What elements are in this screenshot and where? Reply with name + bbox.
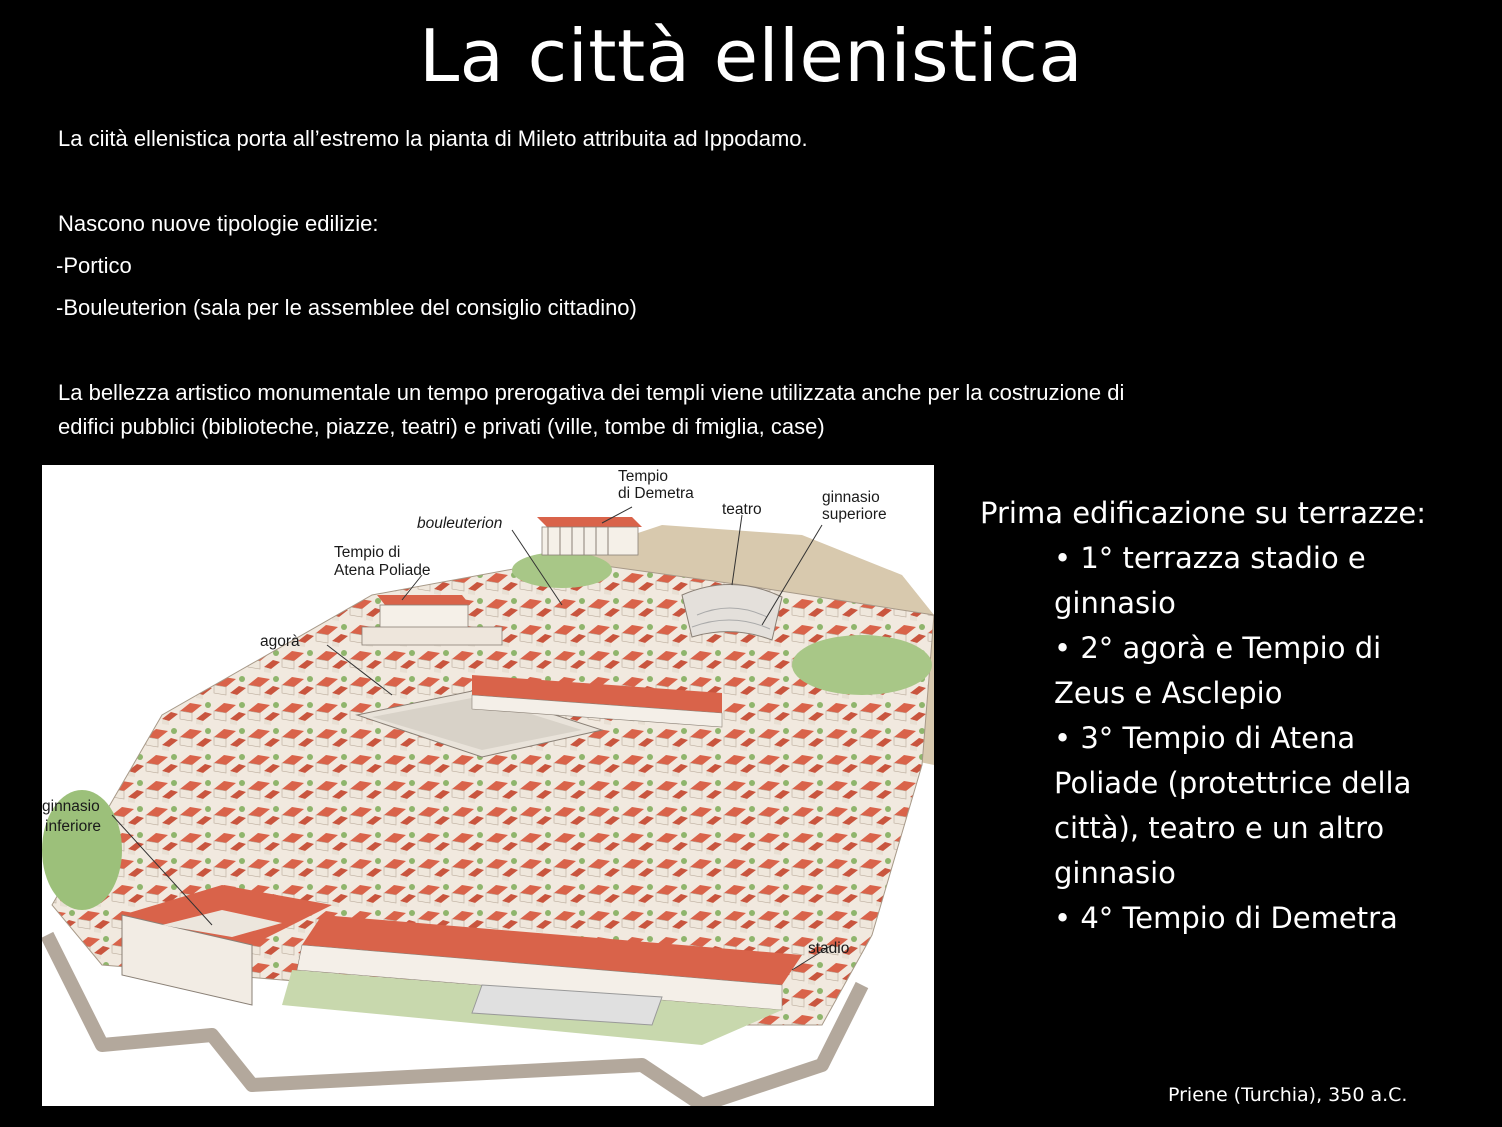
label-ginnasio-superiore-1: ginnasio: [822, 489, 880, 506]
terrace-line-2: ginnasio: [1054, 586, 1176, 620]
terrace-line-5: • 3° Tempio di Atena: [1054, 721, 1356, 755]
label-bouleuterion: bouleuterion: [417, 515, 503, 532]
slide-title: La città ellenistica: [419, 14, 1083, 98]
paragraph-beauty-line2: edifici pubblici (biblioteche, piazze, teatri) e privati (ville, tombe di fmiglia, case): [58, 414, 825, 439]
paragraph-beauty-line1: La bellezza artistico monumentale un tempo prerogativa dei templi viene utilizzata anche per la costruzione di: [58, 380, 1125, 405]
terrace-line-1: • 1° terrazza stadio e: [1054, 541, 1366, 575]
label-stadio: stadio: [808, 940, 850, 957]
terrace-line-7: città), teatro e un altro: [1054, 811, 1385, 845]
trees-right: [792, 635, 932, 695]
paragraph-typologies: Nascono nuove tipologie edilizie:: [58, 211, 379, 236]
temple-demetra: [537, 517, 642, 555]
label-tempio-demetra-2: di Demetra: [618, 485, 694, 502]
list-item-bouleuterion: -Bouleuterion (sala per le assemblee del consiglio cittadino): [56, 295, 637, 320]
label-agora: agorà: [260, 633, 300, 650]
label-tempio-demetra-1: Tempio: [618, 468, 668, 485]
terrace-line-9: • 4° Tempio di Demetra: [1054, 901, 1398, 935]
label-ginnasio-inferiore-2: inferiore: [45, 818, 101, 835]
terraces-heading: Prima edificazione su terrazze:: [980, 496, 1427, 530]
priene-illustration: [42, 465, 934, 1106]
label-tempio-atena-1: Tempio di: [334, 544, 401, 561]
label-ginnasio-inferiore-1: ginnasio: [42, 798, 100, 815]
label-tempio-atena-2: Atena Poliade: [334, 562, 431, 579]
label-teatro: teatro: [722, 501, 762, 518]
image-caption: Priene (Turchia), 350 a.C.: [1168, 1084, 1408, 1106]
terraces-list: [980, 491, 1426, 941]
label-ginnasio-superiore-2: superiore: [822, 506, 887, 523]
paragraph-intro: La ciità ellenistica porta all’estremo la pianta di Mileto attribuita ad Ippodamo.: [58, 126, 808, 151]
terrace-line-8: ginnasio: [1054, 856, 1176, 890]
list-item-portico: -Portico: [56, 253, 132, 278]
theatre: [682, 584, 782, 640]
terrace-line-6: Poliade (protettrice della: [1054, 766, 1412, 800]
terrace-line-4: Zeus e Asclepio: [1054, 676, 1283, 710]
terrace-line-3: • 2° agorà e Tempio di: [1054, 631, 1382, 665]
